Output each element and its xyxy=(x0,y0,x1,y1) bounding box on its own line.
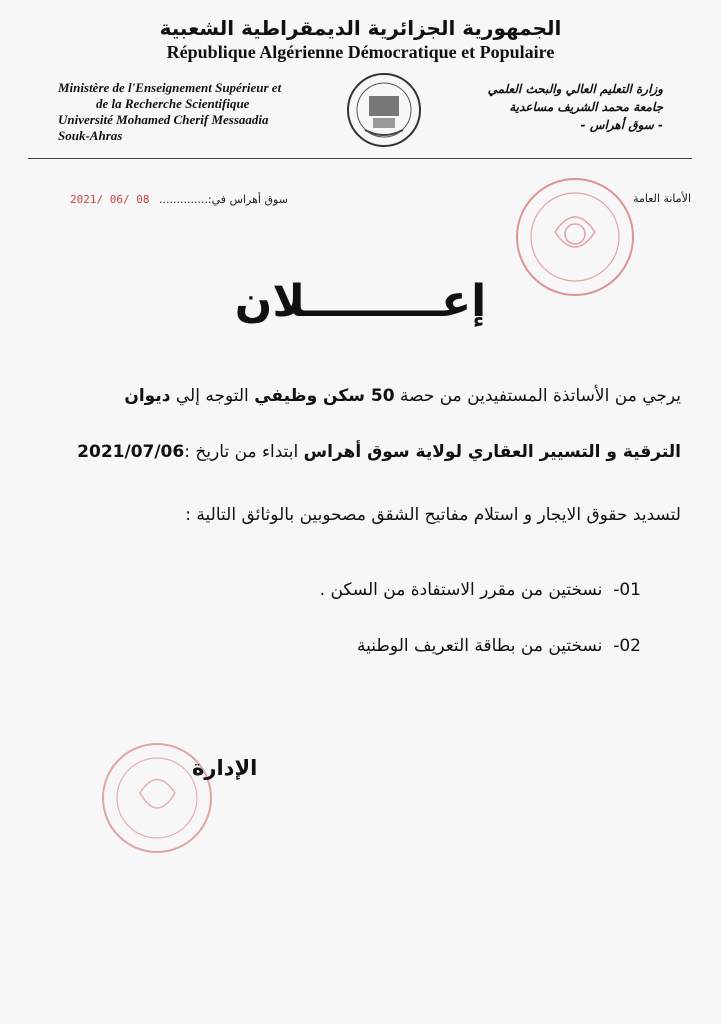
ministry-arabic-line-3: - سوق أهراس - xyxy=(580,118,663,132)
header-french-republic: République Algérienne Démocratique et Populaire xyxy=(166,42,555,62)
date-line xyxy=(70,193,288,206)
university-logo-icon xyxy=(345,70,423,150)
secretariat-label: الأمانة العامة xyxy=(633,192,691,205)
ministry-arabic-line-1: وزارة التعليم العالي والبحث العلمي xyxy=(487,82,663,96)
paragraph-1 xyxy=(41,386,681,406)
item-text: نسختين من بطاقة التعريف الوطنية xyxy=(357,636,603,656)
paragraph-2 xyxy=(41,442,681,462)
p2-date: 2021/07/06 xyxy=(77,442,185,462)
ministry-line-1: Ministère de l'Enseignement Supérieur et xyxy=(58,80,282,95)
list-item xyxy=(320,580,641,600)
item-number: 01- xyxy=(613,580,641,600)
announcement-title: إعـــــــــلان xyxy=(234,276,487,327)
list-item xyxy=(357,636,641,656)
ministry-french-block xyxy=(58,80,328,144)
ministry-line-2: de la Recherche Scientifique xyxy=(96,96,250,111)
p1-office: ديوان xyxy=(124,386,171,406)
stamped-date: 2021/ 06/ 08 xyxy=(70,193,150,206)
header-arabic-republic: الجمهورية الجزائرية الديمقراطية الشعبية xyxy=(159,16,562,40)
city-line: Souk-Ahras xyxy=(58,128,123,143)
p2-office-name: الترقية و التسيير العقاري لولاية سوق أهراس xyxy=(303,442,681,462)
ministry-arabic-line-2: جامعة محمد الشريف مساعدية xyxy=(509,100,663,114)
university-line: Université Mohamed Cherif Messaadia xyxy=(58,112,269,127)
header-divider xyxy=(28,158,692,159)
ministry-arabic-block xyxy=(433,80,663,134)
paragraph-3: لتسديد حقوق الايجار و استلام مفاتيح الشقق مصحوبين بالوثائق التالية : xyxy=(185,505,681,525)
p1-text-c: التوجه إلي xyxy=(170,386,255,406)
p1-text-a: يرجي من الأساتذة المستفيدين من حصة xyxy=(394,386,681,406)
p2-text-b: ابتداء من تاريخ : xyxy=(184,442,304,462)
item-text: نسختين من مقرر الاستفادة من السكن . xyxy=(319,580,603,600)
date-label: سوق أهراس في:.............. xyxy=(158,193,288,206)
item-number: 02- xyxy=(613,636,641,656)
signature-administration: الإدارة xyxy=(192,756,258,780)
p1-housing-count: 50 سكن وظيفي xyxy=(254,386,395,406)
